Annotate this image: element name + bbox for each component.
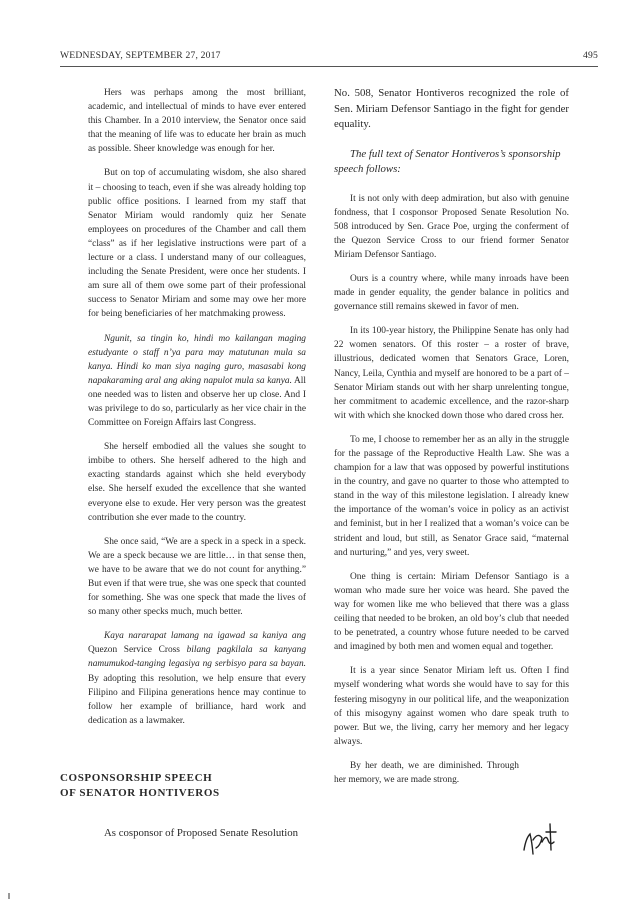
paragraph: It is not only with deep admiration, but also with genuine fondness, that I cosponsor Proposed Senate Resolution No. 508 introduced by Sen. Grace Poe, urging the conferment of the Quezon Service Cross to our friend former Senator Miriam Defensor Santiago. (334, 193, 569, 260)
paragraph-mixed (88, 629, 306, 728)
paragraph: One thing is certain: Miriam Defensor Santiago is a woman who made sure her voice was heard. She paved the way for women like me who believed that there was a glass ceiling that needed to be broken, an old boy’s club that needed to be penetrated, a country whose future needed to be carved and imagined by both men and women equal and together. (334, 571, 569, 653)
paragraph: No. 508, Senator Hontiveros recognized the role of Sen. Miriam Defensor Santiago in the fight for gender equality. (334, 87, 569, 130)
section-heading (60, 771, 310, 800)
tagalog-text: Ngunit, sa tingin ko, hindi mo kailangan maging estudyante o staff n’ya para may matutunan mula sa kanya. Hindi ko man siya naging guro, masasabi kong napakaraming aral ang aking napulot mula sa kanya. (88, 333, 306, 386)
paragraph: To me, I choose to remember her as an ally in the struggle for the passage of the Reproductive Health Law. She was a champion for a law that was opposed by powerful institutions in the country, and gave no quarter to those who attempted to stand in the way of this milestone legislation. I already knew the importance of the woman’s voice in policy as an activist and feminist, but in her I realized that a woman’s voice can be strident and loud, but still, as Senator Grace said, “maternal and nurturing,” and yes, very sweet. (334, 434, 569, 558)
paragraph: It is a year since Senator Miriam left us. Often I find myself wondering what words she would have to say for this festering misogyny in our political life, and the weaponization of this misogyny against women who dare speak truth to power. But we, the living, carry her memory and her legacy always. (334, 666, 569, 747)
paragraph-text: All one needed was to listen and observe her up close. And I was privilege to do so, particularly as her vice chair in the Committee on Foreign Affairs last Congress. (88, 375, 306, 429)
paragraph-text: As cosponsor of Proposed Senate Resolution (104, 827, 299, 839)
right-column (334, 86, 569, 797)
left-column (88, 86, 306, 738)
speech-intro: The full text of Senator Hontiveros’s sponsorship speech follows: (334, 147, 561, 175)
paragraph: She herself embodied all the values she sought to imbibe to others. She herself adhered to the high and exacting standards against which she held everybody else. She herself exuded the excellence that she wanted everyone else to exude. Her very person was the greatest contribution she ever made to the country. (88, 442, 306, 523)
scan-mark (8, 893, 10, 899)
paragraph: She once said, “We are a speck in a speck in a speck. We are a speck because we are little… in that sense then, we have to be aware that we do not count for anything.” But even if that were true, she was one speck that counted for something. She was one speck that made the lives of so many other specks much, much better. (88, 536, 306, 618)
award-name: Quezon Service Cross (88, 645, 180, 656)
header-date: WEDNESDAY, SEPTEMBER 27, 2017 (60, 50, 221, 61)
paragraph: In its 100-year history, the Philippine Senate has only had 22 women senators. Of this roster – a roster of brave, illustrious, dedicated women that Senators Grace, Loren, Nancy, Leila, Cynthia and myself are honored to be a part of – Senator Miriam stands out with her sharp unrelenting tongue, her commitment to academic excellence, and the razor-sharp wit with which she knocked down those who dared cross her. (334, 326, 569, 421)
paragraph: Hers was perhaps among the most brilliant, academic, and intellectual of minds to have ever entered this Chamber. In a 2010 interview, the Senator once said that the meaning of life was to educate her brain as much as possible. Sheer knowledge was enough for her. (88, 88, 306, 155)
paragraph (88, 826, 310, 841)
page-number: 495 (583, 50, 598, 61)
paragraph-tagalog (88, 332, 306, 431)
paragraph: By her death, we are diminished. Through her memory, we are made strong. (334, 760, 519, 785)
header-rule (60, 66, 598, 67)
heading-line: OF SENATOR HONTIVEROS (60, 786, 220, 799)
paragraph: Ours is a country where, while many inroads have been made in gender equality, the gender balance in politics and governance still remains skewed in favor of men. (334, 273, 569, 313)
heading-line: COSPONSORSHIP SPEECH (60, 772, 213, 784)
paragraph-text: By adopting this resolution, we help ensure that every Filipino and Filipina generations hence may continue to follow her example of brilliance, hard work and dedication as a lawmaker. (88, 673, 306, 726)
paragraph: But on top of accumulating wisdom, she also shared it – choosing to teach, even if she was already holding top public office positions. I learned from my staff that Senator Miriam would randomly quiz her Senate employees on procedures of the Chamber and call them “class” as if her legislative instructions were part of a lecture or a class. I understand many of our colleagues, including the Senate President, were once her students. I am sure all of them owe some part of their professional success to Senator Miriam and some may owe her more for being beneficiaries of her matchmaking prowess. (88, 168, 306, 320)
tagalog-text: Kaya nararapat lamang na igawad sa kaniya ang (104, 631, 306, 642)
page-header (60, 50, 598, 61)
tagalog-text: bilang pagkilala sa kanyang namumukod-tanging legasiya ng serbisyo para sa bayan. (88, 645, 307, 670)
handwritten-initials (520, 820, 560, 860)
